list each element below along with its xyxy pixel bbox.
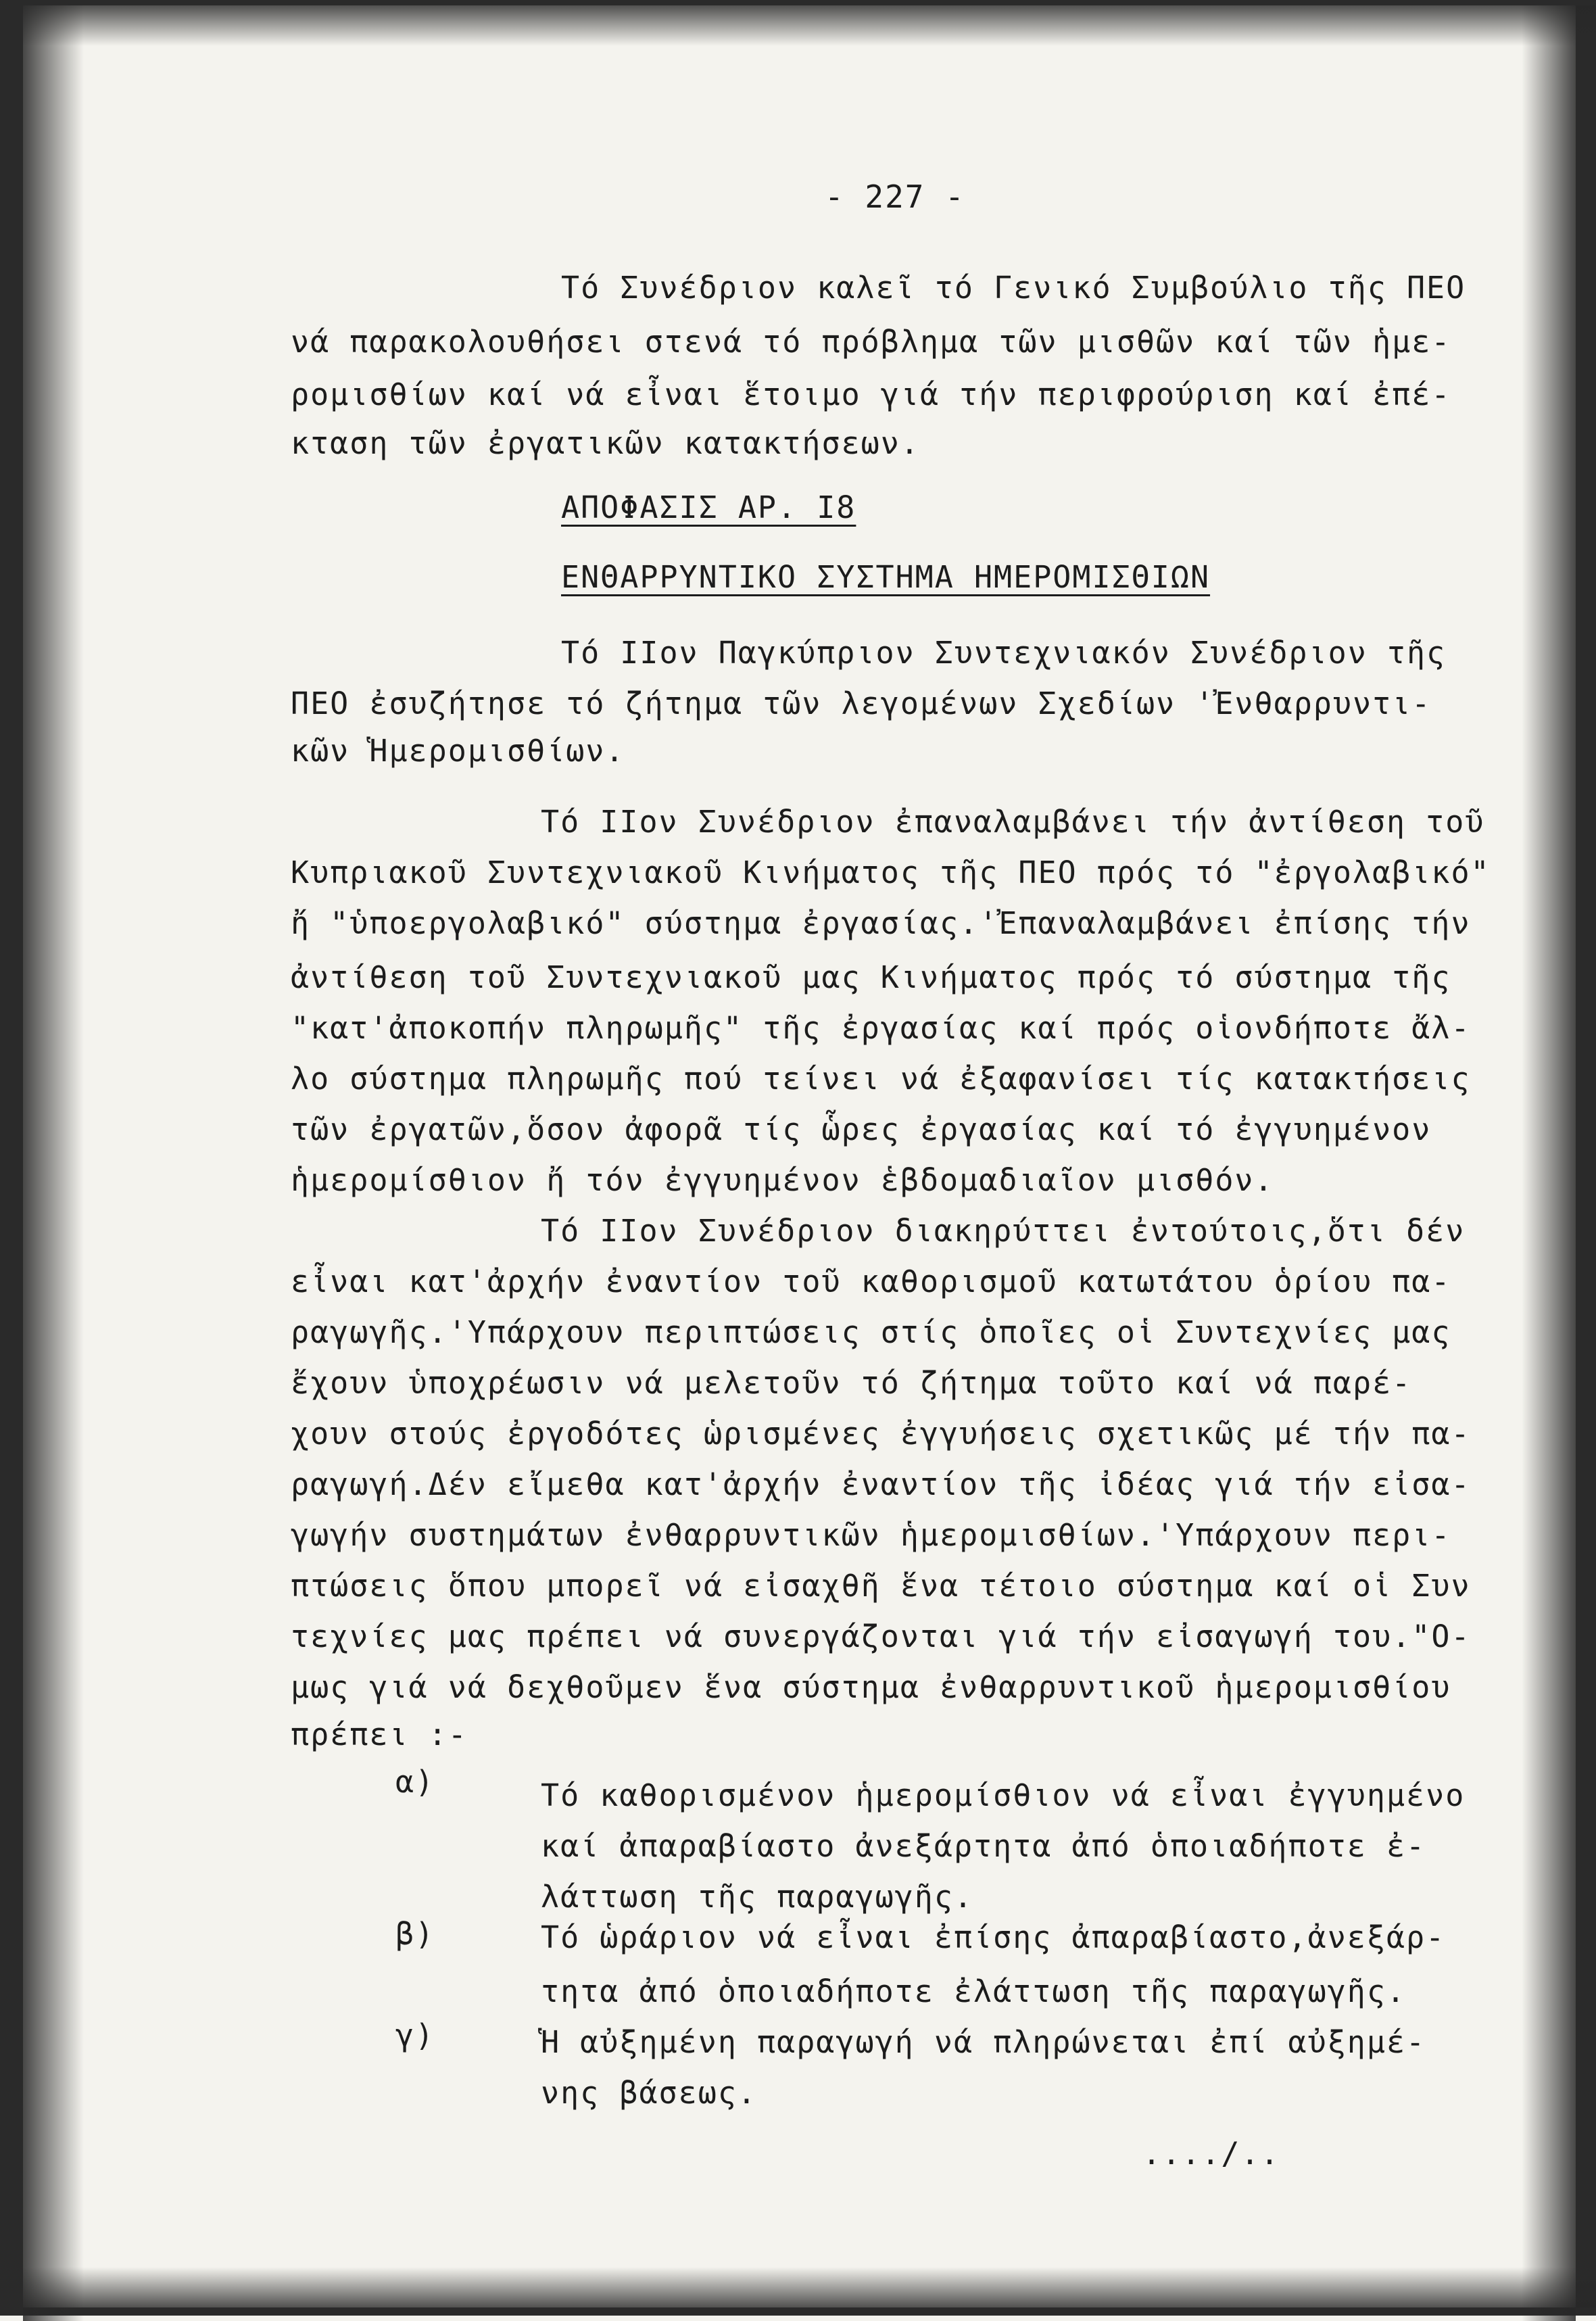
- paragraph-3-line: τῶν ἐργατῶν,ὅσον ἀφορᾶ τίς ὧρες ἐργασίας καί τό ἐγγυημένον: [291, 1111, 1432, 1147]
- list-item-label: β): [395, 1916, 435, 1952]
- left-scan-edge: [23, 5, 84, 2321]
- paragraph-4-line: πρέπει :-: [291, 1717, 468, 1752]
- list-item-line: λάττωση τῆς παραγωγῆς.: [541, 1879, 974, 1915]
- decision-heading: ΑΠΟΦΑΣΙΣ ΑΡ. Ι8: [561, 489, 856, 525]
- paragraph-3-line: Κυπριακοῦ Συντεχνιακοῦ Κινήματος τῆς ΠΕΟ πρός τό "ἐργολαβικό": [291, 855, 1491, 890]
- paragraph-4-line: μως γιά νά δεχθοῦμεν ἕνα σύστημα ἐνθαρρυντικοῦ ἡμερομισθίου: [291, 1669, 1451, 1705]
- list-item-label: α): [395, 1764, 435, 1800]
- paragraph-4-line: εἶναι κατ'ἀρχήν ἐναντίον τοῦ καθορισμοῦ κατωτάτου ὁρίου πα-: [291, 1264, 1451, 1299]
- paragraph-3-line: ἤ "ὑποεργολαβικό" σύστημα ἐργασίας.'Ἐπαναλαμβάνει ἐπίσης τήν: [291, 905, 1471, 941]
- paragraph-4-line: γωγήν συστημάτων ἐνθαρρυντικῶν ἡμερομισθίων.'Υπάρχουν περι-: [291, 1517, 1451, 1553]
- list-item-line: καί ἀπαραβίαστο ἀνεξάρτητα ἀπό ὁποιαδήποτε ἐ-: [541, 1828, 1426, 1864]
- paragraph-3-line: ἡμερομίσθιον ἤ τόν ἐγγυημένον ἑβδομαδιαῖον μισθόν.: [291, 1162, 1274, 1198]
- list-item-line: Ἡ αὐξημένη παραγωγή νά πληρώνεται ἐπί αὐξημέ-: [541, 2024, 1426, 2060]
- list-item-line: Τό ὡράριον νά εἶναι ἐπίσης ἀπαραβίαστο,ἀνεξάρ-: [541, 1919, 1446, 1955]
- bottom-scan-edge: [23, 2267, 1596, 2307]
- paragraph-2-line: κῶν Ἡμερομισθίων.: [291, 733, 625, 769]
- continuation-mark: ..../..: [1142, 2136, 1280, 2172]
- paragraph-1-line: ρομισθίων καί νά εἶναι ἕτοιμο γιά τήν περιφρούριση καί ἐπέ-: [291, 377, 1451, 412]
- paragraph-3-line: Τό ΙΙον Συνέδριον ἐπαναλαμβάνει τήν ἀντίθεση τοῦ: [541, 804, 1485, 840]
- paragraph-2-line: Τό ΙΙον Παγκύπριον Συντεχνιακόν Συνέδριον τῆς: [561, 635, 1447, 671]
- paragraph-4-line: ραγωγή.Δέν εἴμεθα κατ'ἀρχήν ἐναντίον τῆς ἰδέας γιά τήν εἰσα-: [291, 1466, 1471, 1502]
- paragraph-3-line: ἀντίθεση τοῦ Συντεχνιακοῦ μας Κινήματος πρός τό σύστημα τῆς: [291, 959, 1451, 995]
- list-item-line: νης βάσεως.: [541, 2075, 758, 2111]
- paragraph-4-line: ραγωγῆς.'Υπάρχουν περιπτώσεις στίς ὁποῖες οἱ Συντεχνίες μας: [291, 1314, 1451, 1350]
- paragraph-4-line: τεχνίες μας πρέπει νά συνεργάζονται γιά τήν εἰσαγωγή του."Ο-: [291, 1619, 1471, 1654]
- top-scan-edge: [23, 5, 1596, 46]
- paragraph-4-line: Τό ΙΙον Συνέδριον διακηρύττει ἐντούτοις,ὅτι δέν: [541, 1213, 1466, 1249]
- paragraph-3-line: λο σύστημα πληρωμῆς πού τείνει νά ἐξαφανίσει τίς κατακτήσεις: [291, 1061, 1471, 1097]
- paragraph-4-line: ἔχουν ὑποχρέωσιν νά μελετοῦν τό ζήτημα τοῦτο καί νά παρέ-: [291, 1365, 1412, 1401]
- page-number: - 227 -: [825, 178, 965, 215]
- paragraph-4-line: χουν στούς ἐργοδότες ὡρισμένες ἐγγυήσεις σχετικῶς μέ τήν πα-: [291, 1416, 1471, 1452]
- paragraph-2-line: ΠΕΟ ἐσυζήτησε τό ζήτημα τῶν λεγομένων Σχεδίων 'Ἐνθαρρυντι-: [291, 686, 1432, 721]
- paragraph-1-line: κταση τῶν ἐργατικῶν κατακτήσεων.: [291, 425, 920, 461]
- paragraph-4-line: πτώσεις ὅπου μπορεῖ νά εἰσαχθῆ ἕνα τέτοιο σύστημα καί οἱ Συν: [291, 1568, 1471, 1604]
- decision-title: ΕΝΘΑΡΡΥΝΤΙΚΟ ΣΥΣΤΗΜΑ ΗΜΕΡΟΜΙΣΘΙΩΝ: [561, 559, 1211, 595]
- paragraph-1-line: νά παρακολουθήσει στενά τό πρόβλημα τῶν μισθῶν καί τῶν ἡμε-: [291, 324, 1451, 360]
- paragraph-1-line: Τό Συνέδριον καλεῖ τό Γενικό Συμβούλιο τῆς ΠΕΟ: [561, 270, 1466, 306]
- list-item-label: γ): [395, 2017, 435, 2053]
- paragraph-3-line: "κατ'ἀποκοπήν πληρωμῆς" τῆς ἐργασίας καί πρός οἱονδήποτε ἄλ-: [291, 1010, 1471, 1046]
- list-item-line: Τό καθορισμένον ἡμερομίσθιον νά εἶναι ἐγγυημένο: [541, 1777, 1466, 1813]
- right-scan-edge: [1522, 5, 1576, 2321]
- list-item-line: τητα ἀπό ὁποιαδήποτε ἐλάττωση τῆς παραγωγῆς.: [541, 1973, 1407, 2009]
